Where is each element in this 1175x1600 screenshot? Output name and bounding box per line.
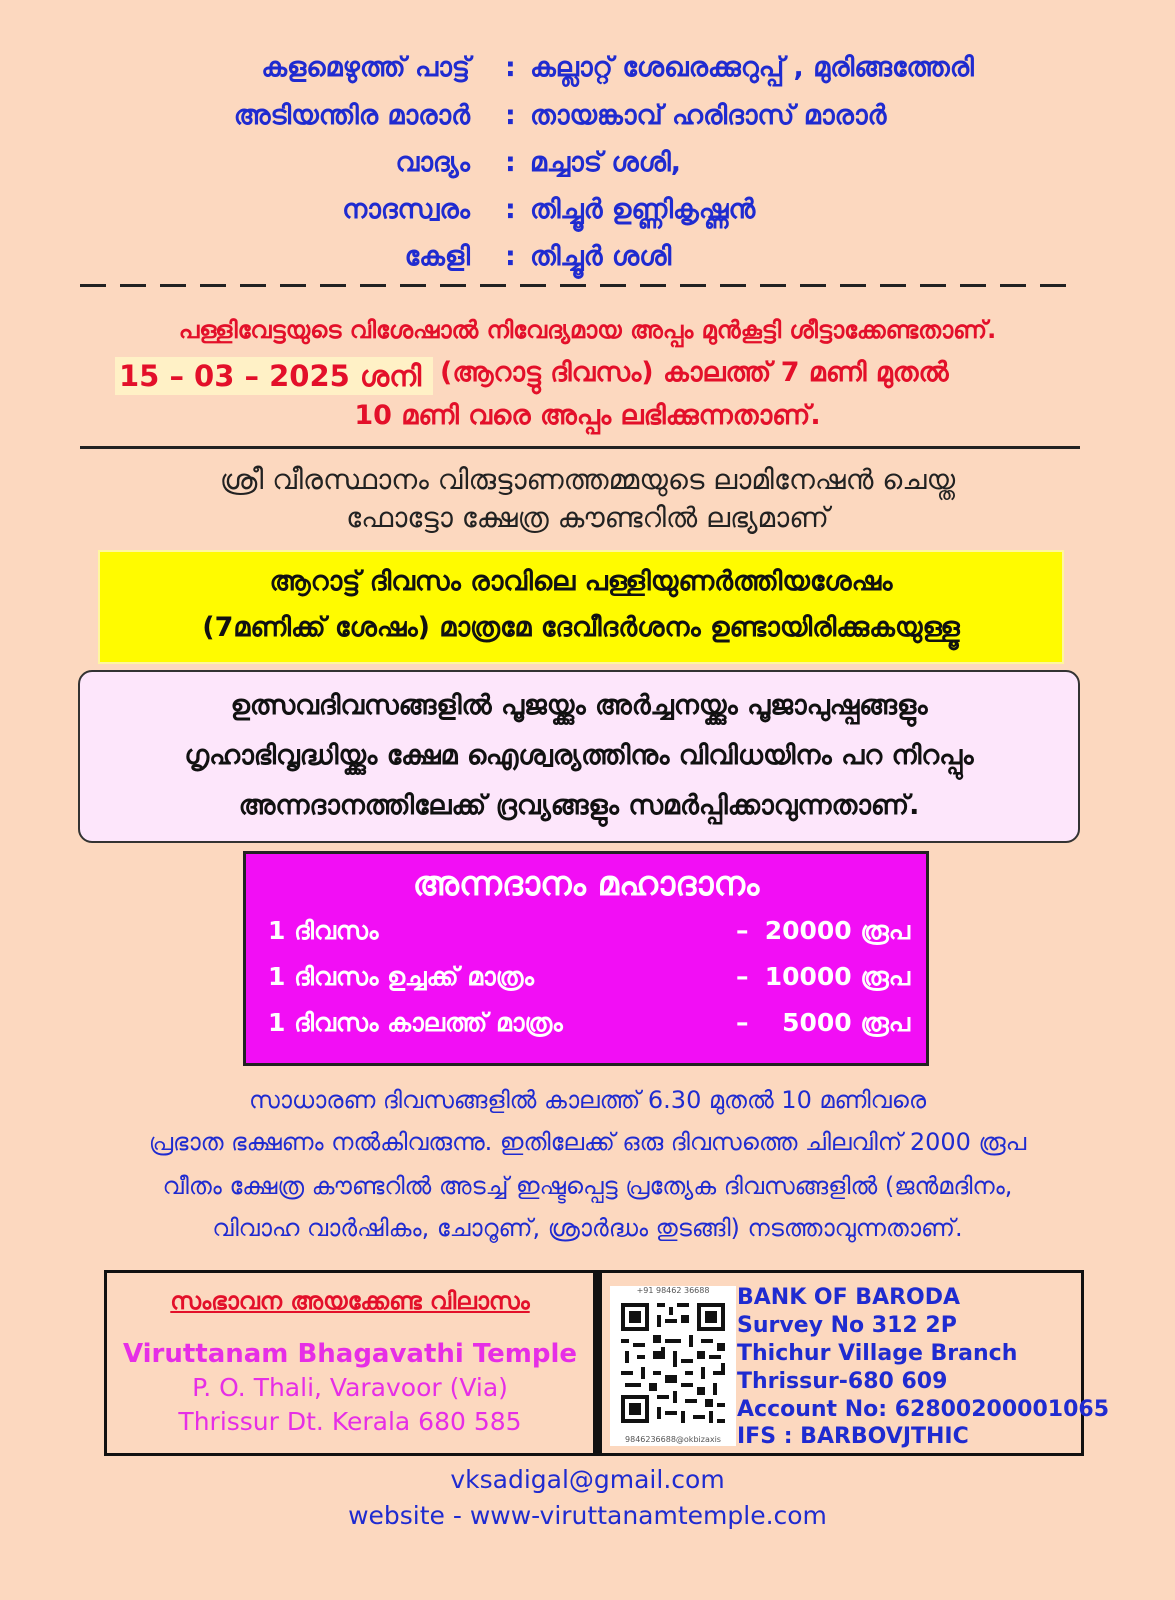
credit-name: കല്ലാറ്റ് ശേഖരക്കുറുപ്പ് , മുരിങ്ങത്തേരി (530, 52, 974, 83)
footer-website[interactable]: website - www-viruttanamtemple.com (348, 1501, 827, 1530)
annadanam-row (268, 1008, 910, 1038)
bank-name: BANK OF BARODA (737, 1285, 961, 1310)
annadanam-row-label: 1 ദിവസം കാലത്ത് മാത്രം (268, 1008, 563, 1037)
credit-name: തിച്ചൂർ ശശി (530, 241, 672, 272)
credit-role: അടിയന്തിര മാരാർ (233, 100, 470, 131)
credit-colon: : (505, 52, 516, 83)
annadanam-row (268, 916, 910, 946)
bank-ifs: IFS : BARBOVJTHIC (737, 1424, 969, 1449)
credit-colon: : (505, 194, 516, 225)
credit-row (0, 241, 1175, 277)
breakfast-notice-line1: സാധാരണ ദിവസങ്ങളിൽ കാലത്ത് 6.30 മുതൽ 10 മണിവരെ (248, 1086, 927, 1114)
donation-address-title: സംഭാവന അയക്കേണ്ട വിലാസം (170, 1287, 530, 1315)
bank-city: Thrissur-680 609 (737, 1369, 948, 1394)
credit-name: മച്ചാട് ശശി, (530, 147, 681, 178)
photo-notice-line2: ഫോട്ടോ ക്ഷേത്ര കൗണ്ടറിൽ ലഭ്യമാണ് (346, 501, 829, 534)
annadanam-row-amount: 5000 രൂപ (782, 1008, 910, 1037)
address-line3: Thrissur Dt. Kerala 680 585 (178, 1407, 522, 1436)
date-highlight: 15 – 03 – 2025 ശനി (115, 357, 433, 395)
photo-notice-line1: ശ്രീ വീരസ്ഥാനം വിരുട്ടാണത്തമ്മയുടെ ലാമിനേഷൻ ചെയ്ത (219, 463, 956, 496)
appam-notice-line1: പള്ളിവേട്ടയുടെ വിശേഷാൽ നിവേദ്യമായ അപ്പം മുൻകൂട്ടി ശീട്ടാക്കേണ്ടതാണ്. (178, 316, 997, 344)
credit-row (0, 147, 1175, 183)
annadanam-row-amount: 20000 രൂപ (764, 916, 910, 945)
breakfast-notice-line2: പ്രഭാത ഭക്ഷണം നൽകിവരുന്നു. ഇതിലേക്ക് ഒരു ദിവസത്തെ ചിലവിന് 2000 രൂപ (148, 1128, 1027, 1156)
dashed-divider (80, 284, 1080, 287)
qr-upi-id: 9846236688@okbizaxis (625, 1435, 721, 1444)
offering-notice-line2: ഗൃഹാഭിവൃദ്ധിയ്ക്കും ക്ഷേമ ഐശ്വര്യത്തിനും വിവിധയിനം പറ നിറപ്പും (184, 740, 974, 771)
credit-role: നാദസ്വരം (342, 194, 470, 225)
vertical-divider (593, 1273, 602, 1453)
darshan-notice-line2: (7മണിക്ക് ശേഷം) മാത്രമേ ദേവീദർശനം ഉണ്ടായിരിക്കുകയുള്ളൂ (202, 612, 960, 643)
footer-email[interactable]: vksadigal@gmail.com (450, 1465, 725, 1494)
credit-name: തായങ്കാവ് ഹരിദാസ് മാരാർ (530, 100, 887, 131)
breakfast-notice-line4: വിവാഹ വാർഷികം, ചോറൂണ്, ശ്രാർദ്ധം തുടങ്ങി) നടത്താവുന്നതാണ്. (212, 1214, 963, 1242)
donation-address-box (104, 1270, 1110, 1456)
credit-row (0, 52, 1175, 88)
credit-role: കളമെഴുത്ത് പാട്ട് (261, 52, 470, 83)
credit-colon: : (505, 147, 516, 178)
address-line2: P. O. Thali, Varavoor (Via) (192, 1373, 508, 1402)
darshan-notice-box (98, 550, 1064, 664)
bank-account: Account No: 62800200001065 (737, 1397, 1110, 1422)
credit-row (0, 194, 1175, 230)
darshan-notice-line1: ആറാട്ട് ദിവസം രാവിലെ പള്ളിയുണർത്തിയശേഷം (269, 566, 893, 597)
credit-colon: : (505, 241, 516, 272)
qr-code-icon (617, 1299, 729, 1427)
annadanam-row (268, 962, 910, 992)
credit-role: കേളി (404, 241, 470, 272)
credit-colon: : (505, 100, 516, 131)
bank-branch: Thichur Village Branch (737, 1341, 1018, 1366)
annadanam-box (243, 851, 929, 1066)
appam-notice-line2: (ആറാട്ടു ദിവസം) കാലത്ത് 7 മണി മുതൽ (440, 357, 949, 388)
annadanam-row-dash: – (736, 962, 749, 991)
annadanam-row-dash: – (736, 1008, 749, 1037)
bank-survey: Survey No 312 2P (737, 1313, 957, 1338)
credit-row (0, 100, 1175, 136)
qr-code (610, 1286, 736, 1446)
credit-name: തിച്ചൂർ ഉണ്ണികൃഷ്ണൻ (530, 194, 756, 225)
annadanam-title: അന്നദാനം മഹാദാനം (412, 864, 760, 904)
annadanam-row-label: 1 ദിവസം (268, 916, 379, 945)
annadanam-row-label: 1 ദിവസം ഉച്ചക്ക് മാത്രം (268, 962, 534, 991)
qr-phone: +91 98462 36688 (636, 1286, 710, 1295)
offering-notice-box (78, 670, 1080, 843)
appam-notice-line3: 10 മണി വരെ അപ്പം ലഭിക്കുന്നതാണ്. (354, 400, 821, 431)
annadanam-row-amount: 10000 രൂപ (764, 962, 910, 991)
temple-name: Viruttanam Bhagavathi Temple (122, 1339, 578, 1369)
offering-notice-line1: ഉത്സവദിവസങ്ങളിൽ പൂജയ്ക്കും അർച്ചനയ്ക്കും പൂജാപുഷ്പങ്ങളും (230, 690, 928, 721)
solid-divider (80, 446, 1080, 449)
annadanam-row-dash: – (736, 916, 749, 945)
offering-notice-line3: അന്നദാനത്തിലേക്ക് ദ്രവ്യങ്ങളും സമർപ്പിക്കാവുന്നതാണ്. (238, 790, 920, 821)
credit-role: വാദ്യം (395, 147, 470, 178)
breakfast-notice-line3: വീതം ക്ഷേത്ര കൗണ്ടറിൽ അടച്ച് ഇഷ്ടപ്പെട്ട പ്രത്യേക ദിവസങ്ങളിൽ (ജൻമദിനം, (162, 1172, 1013, 1200)
